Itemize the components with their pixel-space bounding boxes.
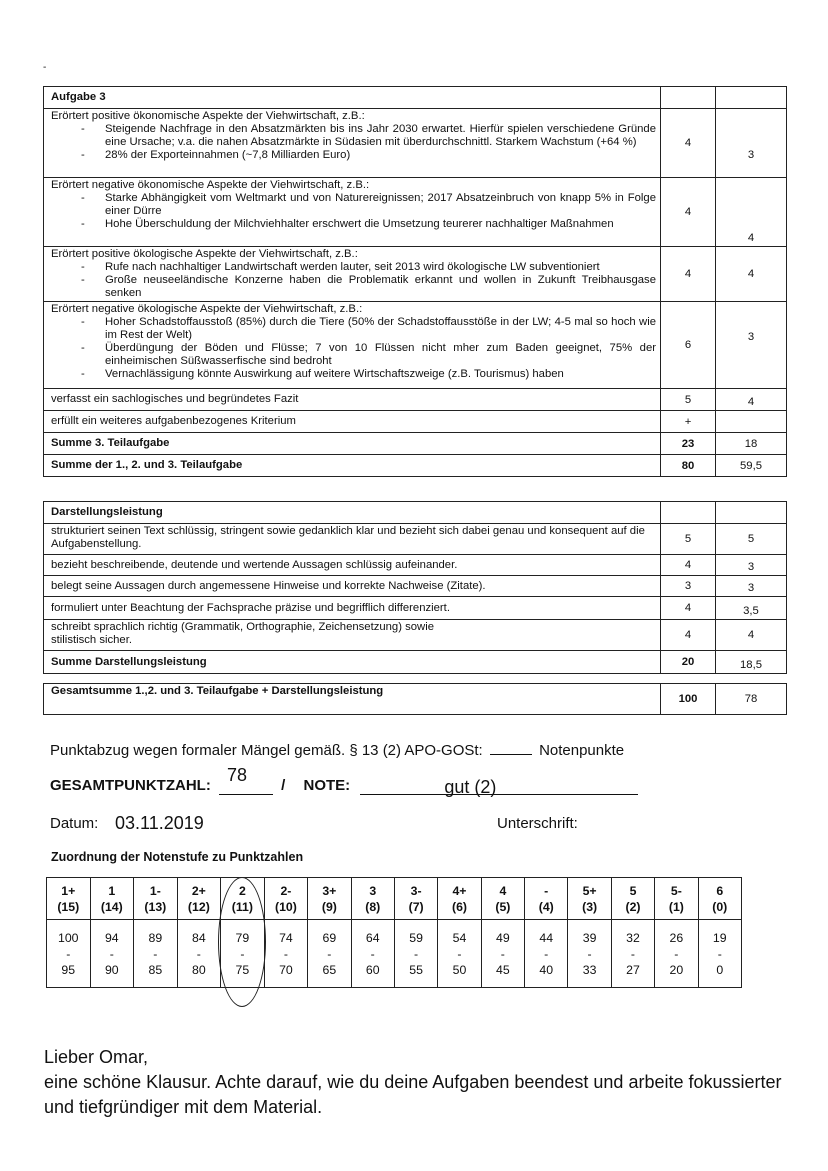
criterion-item: - Vernachlässigung könnte Auswirkung auf weitere Wirtschaftszweige (z.B. Tourismus) haben xyxy=(51,368,656,381)
grade-range-cell xyxy=(90,920,134,988)
deduction-line xyxy=(50,742,624,759)
criterion-item: - Rufe nach nachhaltiger Landwirtschaft werden lauter, seit 2013 wird ökologische LW subventioniert xyxy=(51,261,656,274)
grade-label: 1+ xyxy=(61,883,76,898)
range-from: 26 xyxy=(669,930,684,945)
grade-points: (11) xyxy=(231,899,253,914)
range-to: 55 xyxy=(409,962,423,977)
total-max-points: 100 xyxy=(661,684,716,715)
range-to: 85 xyxy=(148,962,163,977)
total-awarded-points: 78 xyxy=(716,684,787,715)
max-points: 5 xyxy=(661,524,716,555)
range-dash: - xyxy=(414,946,419,961)
criterion-row xyxy=(44,302,787,389)
grade-points: (2) xyxy=(625,899,641,914)
date-value: 03.11.2019 xyxy=(115,813,204,833)
awarded-points: 59,5 xyxy=(716,455,787,477)
range-to: 90 xyxy=(104,962,119,977)
grade-header-cell xyxy=(351,878,394,920)
criterion-item: - Überdüngung der Böden und Flüsse; 7 von 10 Flüssen nicht mher zum Baden geeignet, 75% der einheimischen Süßwasserfische sind bedroht xyxy=(51,342,656,368)
grade-label: 1- xyxy=(149,883,161,898)
range-dash: - xyxy=(283,946,288,961)
sum123-row: Summe der 1., 2. und 3. Teilaufgabe 80 59,5 xyxy=(44,455,787,477)
range-from: 84 xyxy=(192,930,206,945)
max-points: 4 xyxy=(661,597,716,620)
range-dash: - xyxy=(630,946,636,961)
grade-range-cell xyxy=(481,920,524,988)
max-points: 3 xyxy=(661,576,716,597)
criterion-row xyxy=(44,178,787,247)
grade-points: (6) xyxy=(451,899,467,914)
grade-points: (1) xyxy=(668,899,684,914)
presentation-row: formuliert unter Beachtung der Fachsprache präzise und begrifflich differenziert. 4 3,5 xyxy=(44,597,787,620)
criterion-row xyxy=(44,247,787,302)
criterion-item: - Steigende Nachfrage in den Absatzmärkten bis ins Jahr 2030 erwartet. Hierfür spielen verschiedene Gründe eine Ursache; v.a. die nahen Absatzmärkte in Südasien mit überdurchschnittl. Starkem Wachstum (+64 %) xyxy=(51,123,656,149)
criterion-item: - Starke Abhängigkeit vom Weltmarkt und von Naturereignissen; 2017 Absatzeinbruch von knapp 5% in Folge einer Dürre xyxy=(51,192,656,218)
awarded-points: 4 xyxy=(716,620,787,651)
grade-header-cell xyxy=(655,878,698,920)
note-greeting: Lieber Omar, xyxy=(44,1047,149,1067)
criterion-intro: Erörtert positive ökonomische Aspekte der Viehwirtschaft, z.B.: xyxy=(51,110,365,122)
range-to: 75 xyxy=(235,962,250,977)
range-from: 32 xyxy=(626,930,640,945)
grade-points: (14) xyxy=(100,899,123,914)
grade-range-cell xyxy=(177,920,221,988)
grade-label: 6 xyxy=(716,883,724,898)
fazit-row: verfasst ein sachlogisches und begründetes Fazit 5 4 xyxy=(44,389,787,411)
max-points: 4 xyxy=(661,247,716,302)
grade-range-cell xyxy=(394,920,437,988)
range-to: 40 xyxy=(539,962,554,977)
range-from: 74 xyxy=(279,930,293,945)
range-to: 33 xyxy=(582,962,597,977)
grade-label: 2 xyxy=(238,883,246,898)
presentation-row: bezieht beschreibende, deutende und wertende Aussagen schlüssig aufeinander. 4 3 xyxy=(44,555,787,576)
range-from: 100 xyxy=(58,930,79,945)
range-dash: - xyxy=(674,946,679,961)
presentation-sum-row: Summe Darstellungsleistung 20 18,5 xyxy=(44,651,787,674)
stray-mark: - xyxy=(43,62,47,73)
max-points: 4 xyxy=(661,109,716,178)
grade-header-cell xyxy=(394,878,437,920)
range-to: 95 xyxy=(61,962,76,977)
grade-points: (9) xyxy=(321,899,337,914)
awarded-points: 3,5 xyxy=(716,597,787,620)
grade-value: gut (2) xyxy=(444,777,497,797)
grade-label: 4+ xyxy=(452,883,467,898)
range-to: 45 xyxy=(496,962,510,977)
max-points: 4 xyxy=(661,555,716,576)
grade-header-cell xyxy=(177,878,221,920)
extra-criterion-row: erfüllt ein weiteres aufgabenbezogenes Kriterium + xyxy=(44,411,787,433)
sum3-row: Summe 3. Teilaufgabe 23 18 xyxy=(44,433,787,455)
awarded-points: 3 xyxy=(716,302,787,389)
grade-label: 5+ xyxy=(582,883,597,898)
grade-range-cell xyxy=(698,920,741,988)
criterion-row xyxy=(44,109,787,178)
presentation-table xyxy=(43,501,787,674)
range-dash: - xyxy=(153,946,158,961)
task3-table xyxy=(43,86,787,477)
range-dash: - xyxy=(370,946,375,961)
grade-range-cell xyxy=(134,920,178,988)
grade-label: 3 xyxy=(369,883,377,898)
grade-header-cell xyxy=(90,878,134,920)
grade-table-title: Zuordnung der Notenstufe zu Punktzahlen xyxy=(51,850,304,864)
range-dash: - xyxy=(717,946,722,961)
awarded-points: 3 xyxy=(716,555,787,576)
range-from: 94 xyxy=(104,930,119,945)
grade-label: - xyxy=(544,883,549,898)
range-to: 20 xyxy=(669,962,684,977)
total-points-value: 78 xyxy=(227,765,248,785)
range-from: 89 xyxy=(148,930,163,945)
task3-title: Aufgabe 3 xyxy=(44,87,661,109)
max-points: 5 xyxy=(661,389,716,411)
grade-points: (0) xyxy=(712,899,728,914)
note-text: eine schöne Klausur. Achte darauf, wie du deine Aufgaben beendest und arbeite fokussierter und tiefgründiger mit dem Material. xyxy=(44,1072,782,1117)
grade-range-cell xyxy=(351,920,394,988)
range-dash: - xyxy=(457,946,462,961)
presentation-row: schreibt sprachlich richtig (Grammatik, Orthographie, Zeichensetzung) sowie stilistisch sicher. 4 4 xyxy=(44,620,787,651)
grade-header-cell xyxy=(698,878,741,920)
presentation-row: belegt seine Aussagen durch angemessene Hinweise und korrekte Nachweise (Zitate). 3 3 xyxy=(44,576,787,597)
grade-header-cell xyxy=(568,878,611,920)
total-label: Gesamtsumme 1.,2. und 3. Teilaufgabe + Darstellungsleistung xyxy=(44,684,661,715)
range-to: 60 xyxy=(365,962,380,977)
grade-range-cell xyxy=(611,920,654,988)
range-from: 59 xyxy=(409,930,423,945)
max-points: 20 xyxy=(661,651,716,674)
total-table xyxy=(43,683,787,715)
grade-points: (5) xyxy=(495,899,511,914)
grade-points: (13) xyxy=(144,899,167,914)
grade-points: (8) xyxy=(365,899,381,914)
range-from: 69 xyxy=(322,930,337,945)
max-points: 80 xyxy=(661,455,716,477)
grade-points: (12) xyxy=(187,899,210,914)
grade-label: 3+ xyxy=(322,883,337,898)
awarded-points xyxy=(716,411,787,433)
awarded-points: 3 xyxy=(716,576,787,597)
awarded-points: 4 xyxy=(716,178,787,247)
grade-label: 3- xyxy=(410,883,422,898)
presentation-row: strukturiert seinen Text schlüssig, stringent sowie gedanklich klar und bezieht sich dabei genau und konsequent auf die Aufgabenstellung. 5 5 xyxy=(44,524,787,555)
slash: / xyxy=(281,777,286,794)
max-points: 23 xyxy=(661,433,716,455)
criterion-intro: Erörtert negative ökonomische Aspekte der Viehwirtschaft, z.B.: xyxy=(51,179,370,191)
grade-range-cell xyxy=(525,920,568,988)
grade-label: 2+ xyxy=(191,883,206,898)
range-from: 54 xyxy=(452,930,467,945)
result-line xyxy=(50,765,638,797)
grade-range-cell xyxy=(264,920,308,988)
max-points: 4 xyxy=(661,620,716,651)
grade-label: 5- xyxy=(670,883,682,898)
grade-header-cell xyxy=(134,878,178,920)
max-points: + xyxy=(661,411,716,433)
grade-points: (15) xyxy=(57,899,80,914)
range-dash: - xyxy=(240,946,245,961)
grade-points: (3) xyxy=(582,899,598,914)
awarded-points: 18 xyxy=(716,433,787,455)
range-from: 44 xyxy=(539,930,554,945)
criterion-intro: Erörtert positive ökologische Aspekte der Viehwirtschaft, z.B.: xyxy=(51,248,358,260)
grade-label: 4 xyxy=(499,883,507,898)
range-from: 64 xyxy=(365,930,380,945)
range-from: 49 xyxy=(496,930,510,945)
grade-points: (4) xyxy=(538,899,554,914)
range-dash: - xyxy=(500,946,505,961)
range-dash: - xyxy=(109,946,114,961)
grade-label: NOTE: xyxy=(303,777,351,794)
awarded-points: 18,5 xyxy=(716,651,787,674)
grade-header-cell xyxy=(47,878,91,920)
deduction-label: Punktabzug wegen formaler Mängel gemäß. § 13 (2) APO-GOSt: xyxy=(50,742,483,759)
max-points: 4 xyxy=(661,178,716,247)
grade-table xyxy=(46,877,742,988)
deduction-suffix: Notenpunkte xyxy=(539,742,625,759)
range-to: 0 xyxy=(716,962,724,977)
teacher-note xyxy=(44,1045,784,1120)
criterion-item: - Hoher Schadstoffausstoß (85%) durch die Tiere (50% der Schadstoffausstöße in der LW; 4-5 mal so hoch wie im Rest der Welt) xyxy=(51,316,656,342)
grade-header-cell xyxy=(611,878,654,920)
range-to: 80 xyxy=(192,962,206,977)
grade-points: (10) xyxy=(274,899,297,914)
range-to: 50 xyxy=(452,962,467,977)
presentation-title: Darstellungsleistung xyxy=(44,502,661,524)
signature-label: Unterschrift: xyxy=(497,815,578,832)
grade-header-cell xyxy=(525,878,568,920)
range-dash: - xyxy=(544,946,549,961)
range-dash: - xyxy=(327,946,332,961)
criterion-item: - Große neuseeländische Konzerne haben die Problematik erkannt und wollen in Zukunft Treibhausgase senken xyxy=(51,274,656,300)
grade-range-cell xyxy=(655,920,698,988)
points-label: GESAMTPUNKTZAHL: xyxy=(50,777,211,794)
range-to: 27 xyxy=(626,962,640,977)
range-from: 39 xyxy=(582,930,597,945)
grade-header-cell xyxy=(308,878,351,920)
range-dash: - xyxy=(66,946,71,961)
deduction-blank[interactable] xyxy=(490,754,532,755)
max-points: 6 xyxy=(661,302,716,389)
range-to: 70 xyxy=(279,962,293,977)
criterion-item: - 28% der Exporteinnahmen (~7,8 Milliarden Euro) xyxy=(51,149,656,162)
criterion-item: - Hohe Überschuldung der Milchviehhalter erschwert die Umsetzung teurerer nachhaltiger Maßnahmen xyxy=(51,218,656,231)
grade-range-cell xyxy=(47,920,91,988)
date-label: Datum: xyxy=(50,815,99,832)
grade-points: (7) xyxy=(408,899,424,914)
awarded-points: 5 xyxy=(716,524,787,555)
awarded-points: 4 xyxy=(716,247,787,302)
grade-range-cell xyxy=(568,920,611,988)
grade-header-cell xyxy=(481,878,524,920)
awarded-points: 3 xyxy=(716,109,787,178)
grade-header-cell xyxy=(264,878,308,920)
criterion-intro: Erörtert negative ökologische Aspekte der Viehwirtschaft, z.B.: xyxy=(51,303,363,315)
range-from: 79 xyxy=(235,930,250,945)
grade-label: 5 xyxy=(629,883,637,898)
grade-header-cell xyxy=(438,878,481,920)
grade-range-cell xyxy=(438,920,481,988)
range-dash: - xyxy=(196,946,201,961)
range-dash: - xyxy=(587,946,592,961)
grade-range-cell xyxy=(308,920,351,988)
grade-label: 2- xyxy=(280,883,292,898)
range-from: 19 xyxy=(712,930,727,945)
awarded-points: 4 xyxy=(716,389,787,411)
range-to: 65 xyxy=(322,962,337,977)
grade-label: 1 xyxy=(108,883,116,898)
grade-circle-mark xyxy=(218,877,266,1007)
